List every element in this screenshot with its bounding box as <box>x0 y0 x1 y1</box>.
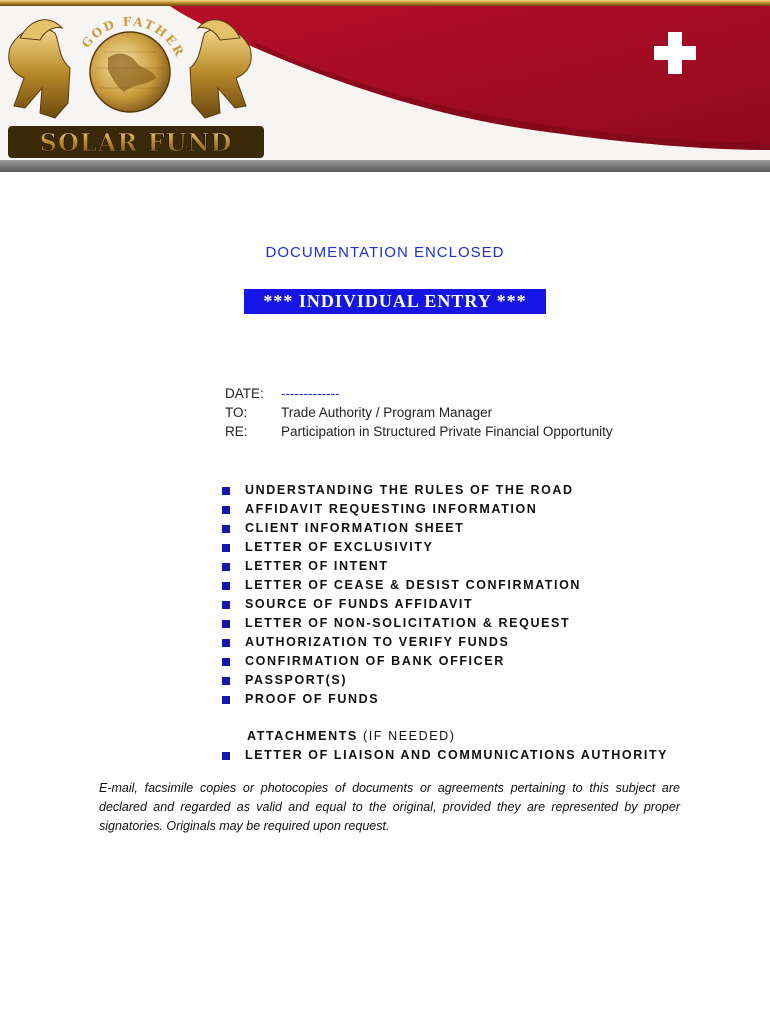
document-label: LETTER OF CEASE & DESIST CONFIRMATION <box>245 578 582 592</box>
document-label: AUTHORIZATION TO VERIFY FUNDS <box>245 635 510 649</box>
square-bullet-icon <box>222 696 230 704</box>
memo-header <box>225 384 613 441</box>
square-bullet-icon <box>222 677 230 685</box>
header-banner <box>0 0 770 172</box>
square-bullet-icon <box>222 487 230 495</box>
document-label: CONFIRMATION OF BANK OFFICER <box>245 654 505 668</box>
list-item <box>222 481 581 500</box>
attachments-title: ATTACHMENTS <box>247 729 358 743</box>
document-label: LETTER OF INTENT <box>245 559 389 573</box>
attachments-list <box>222 746 668 765</box>
square-bullet-icon <box>222 620 230 628</box>
list-item <box>222 557 581 576</box>
document-label: PROOF OF FUNDS <box>245 692 380 706</box>
swiss-cross-icon <box>652 30 698 76</box>
square-bullet-icon <box>222 506 230 514</box>
document-label: SOURCE OF FUNDS AFFIDAVIT <box>245 597 474 611</box>
list-item <box>222 595 581 614</box>
list-item <box>222 614 581 633</box>
list-item <box>222 538 581 557</box>
document-label: AFFIDAVIT REQUESTING INFORMATION <box>245 502 538 516</box>
to-label: TO: <box>225 405 248 420</box>
square-bullet-icon <box>222 658 230 666</box>
list-item <box>222 500 581 519</box>
to-row <box>225 403 613 422</box>
attachments-heading <box>247 727 456 746</box>
attachments-note: (IF NEEDED) <box>362 729 456 743</box>
re-value: Participation in Structured Private Financial Opportunity <box>281 424 613 439</box>
disclaimer-paragraph: E-mail, facsimile copies or photocopies of documents or agreements pertaining to this subject are declared and regarded as valid and equal to the original, provided they are represented by proper signatories. Originals may be required upon request. <box>99 781 680 833</box>
svg-text:SOLAR FUND: SOLAR FUND <box>39 128 233 157</box>
re-label: RE: <box>225 424 248 439</box>
document-label: UNDERSTANDING THE RULES OF THE ROAD <box>245 483 574 497</box>
square-bullet-icon <box>222 544 230 552</box>
square-bullet-icon <box>222 639 230 647</box>
re-row <box>225 422 613 441</box>
square-bullet-icon <box>222 601 230 609</box>
square-bullet-icon <box>222 563 230 571</box>
list-item <box>222 519 581 538</box>
square-bullet-icon <box>222 752 230 760</box>
solar-fund-wordmark <box>8 122 264 162</box>
individual-entry-title: *** INDIVIDUAL ENTRY *** <box>244 289 546 314</box>
square-bullet-icon <box>222 582 230 590</box>
documents-list <box>222 481 581 709</box>
date-value: ------------- <box>281 386 340 401</box>
document-label: PASSPORT(S) <box>245 673 348 687</box>
document-label: LETTER OF NON-SOLICITATION & REQUEST <box>245 616 571 630</box>
attachment-label: LETTER OF LIAISON AND COMMUNICATIONS AUTHORITY <box>245 748 669 762</box>
lions-globe-emblem <box>0 8 270 126</box>
list-item <box>222 633 581 652</box>
list-item <box>222 746 668 765</box>
document-label: LETTER OF EXCLUSIVITY <box>245 540 434 554</box>
square-bullet-icon <box>222 525 230 533</box>
list-item <box>222 671 581 690</box>
document-label: CLIENT INFORMATION SHEET <box>245 521 465 535</box>
list-item <box>222 576 581 595</box>
date-label: DATE: <box>225 386 264 401</box>
list-item <box>222 690 581 709</box>
date-row <box>225 384 613 403</box>
list-item <box>222 652 581 671</box>
documentation-heading: DOCUMENTATION ENCLOSED <box>265 244 505 261</box>
to-value: Trade Authority / Program Manager <box>281 405 493 420</box>
arc-text: GOD FATHER <box>78 14 188 60</box>
